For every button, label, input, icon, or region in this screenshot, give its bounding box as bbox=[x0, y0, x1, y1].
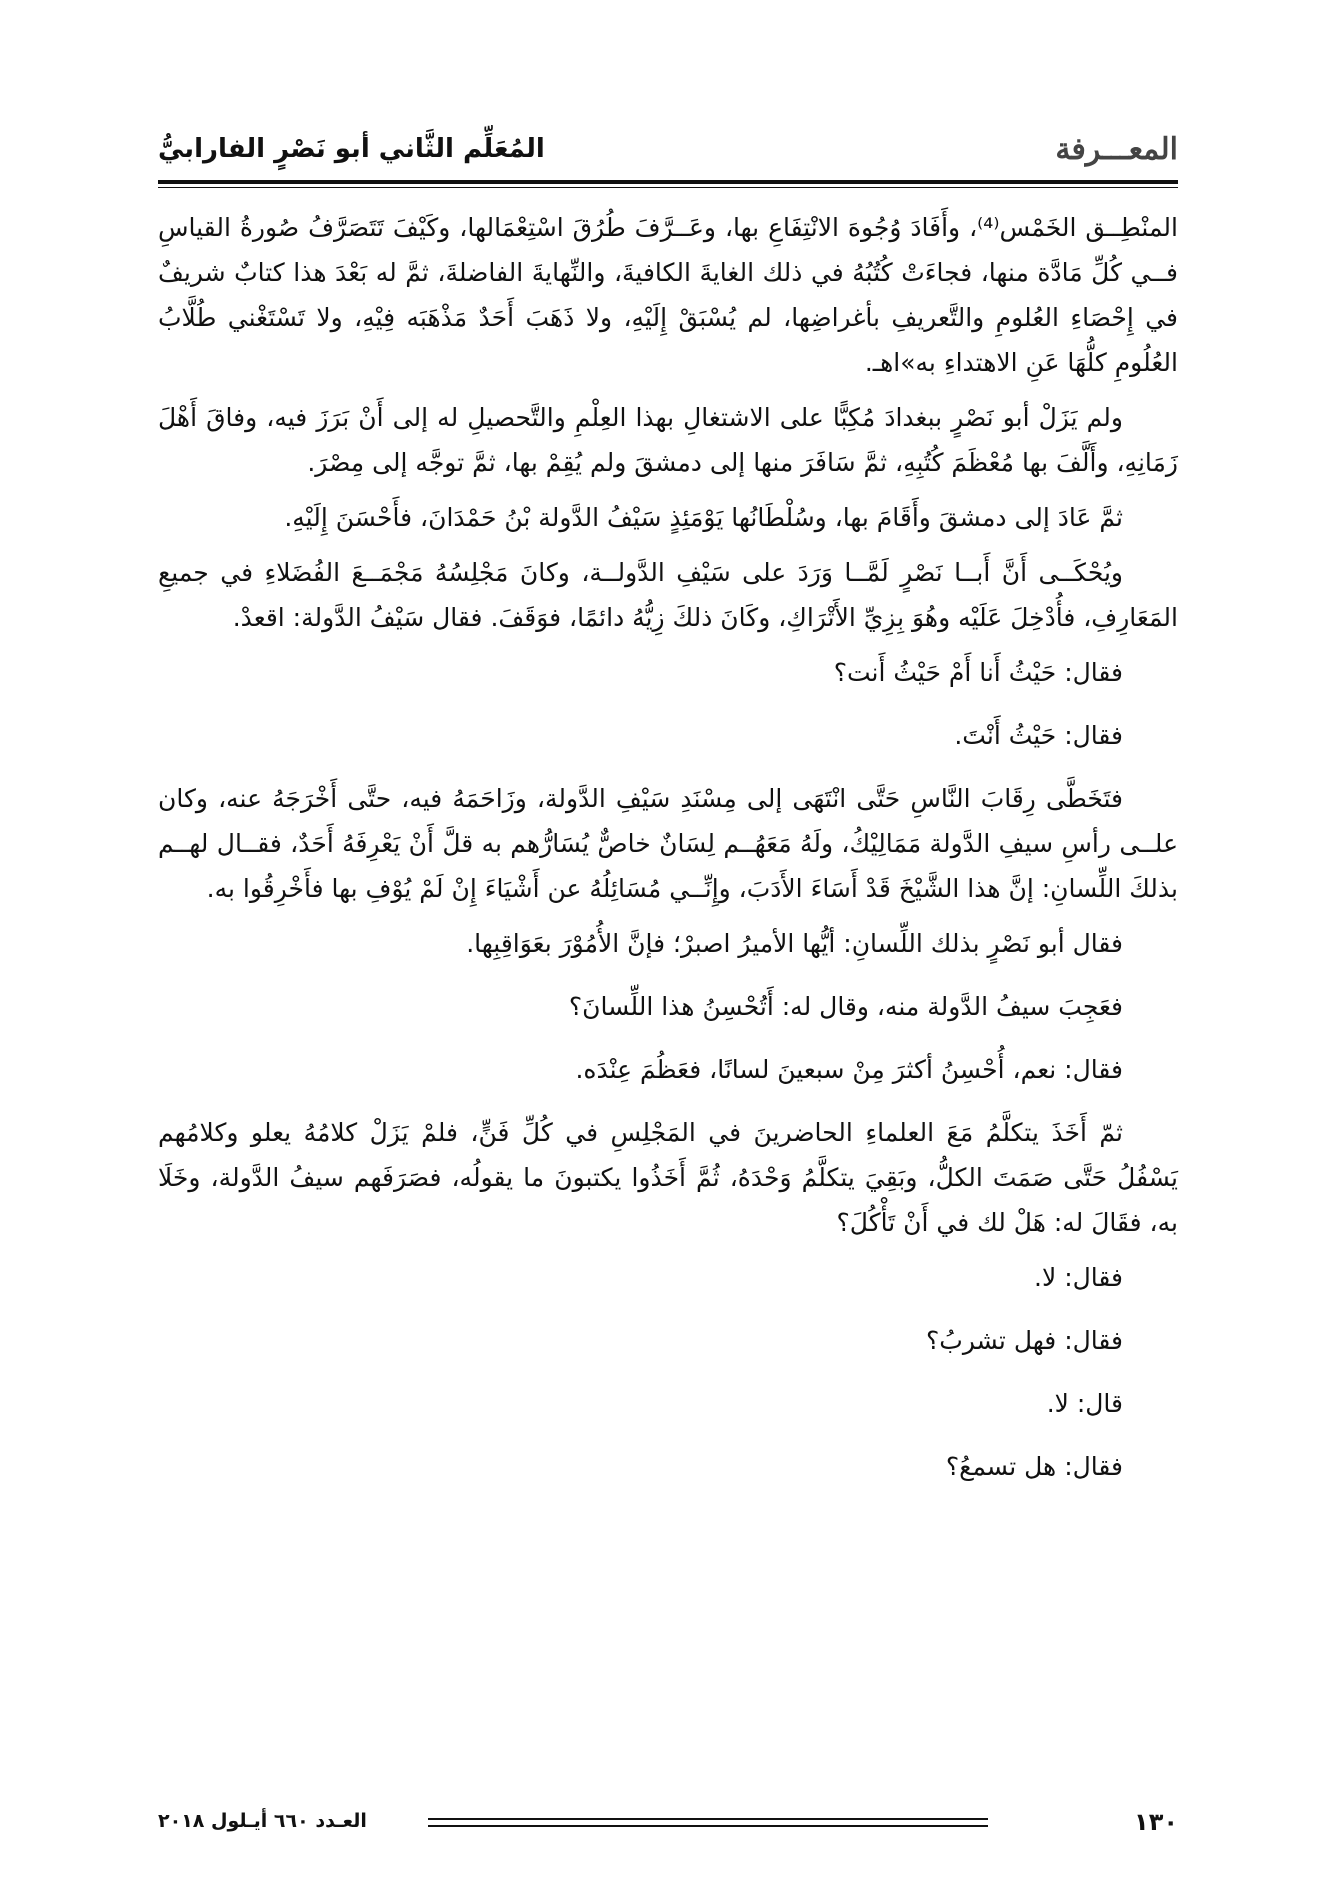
issue-info: العـدد ٦٦٠ أيـلول ٢٠١٨ bbox=[158, 1810, 367, 1832]
dialog-line: قال: لا. bbox=[1046, 1389, 1123, 1418]
dialog-line: فقال: نعم، أُحْسِنُ أكثرَ مِنْ سبعينَ لسانًا، فعَظُمَ عِنْدَه. bbox=[575, 1055, 1123, 1084]
paragraph: ويُحْكَــى أَنَّ أَبــا نَصْرٍ لَمَّــا وَرَدَ على سَيْفِ الدَّولــة، وكانَ مَجْلِسُهُ مَجْمَــعَ الفُضَلاءِ في جميعِ المَعَارِفِ، فأُدْخِلَ عَلَيْه وهُوَ بِزِيِّ الأَتْرَاكِ، وكَانَ ذلكَ زِيُّهُ دائمًا، فوَقَفَ. فقال سَيْفُ الدَّولة: اقعدْ. bbox=[158, 558, 1178, 632]
dialog-line: فقال: حَيْثُ أَنا أَمْ حَيْثُ أَنت؟ bbox=[833, 658, 1123, 687]
paragraph: ثمّ أَخَذَ يتكلَّمُ مَعَ العلماءِ الحاضرينَ في المَجْلِسِ في كُلِّ فَنٍّ، فلمْ يَزَلْ كلامُهُ يعلو وكلامُهم يَسْفُلُ حَتَّى صَمَتَ الكلُّ، وبَقِيَ يتكلَّمُ وَحْدَهُ، ثُمَّ أَخَذُوا يكتبونَ ما يقولُه، فصَرَفَهم سيفُ الدَّولة، وخَلَا به، فقَالَ له: هَلْ لك في أَنْ تَأْكُلَ؟ bbox=[158, 1118, 1178, 1237]
dialog-line: فقال: حَيْثُ أَنْتَ. bbox=[954, 721, 1123, 750]
running-header bbox=[158, 118, 1178, 178]
header-rule-thin bbox=[158, 187, 1178, 188]
journal-logo: المعـــرفة bbox=[1055, 132, 1178, 167]
article-body bbox=[158, 205, 1178, 1507]
paragraph: ولم يَزَلْ أبو نَصْرٍ ببغدادَ مُكِبًّا على الاشتغالِ بهذا العِلْمِ والتَّحصيلِ له إلى أَنْ بَرَزَ فيه، وفاقَ أَهْلَ زَمَانِهِ، وأَلَّفَ بها مُعْظَمَ كُتُبِهِ، ثمَّ سَافَرَ منها إلى دمشقَ ولم يُقِمْ بها، ثمَّ توجَّه إلى مِصْرَ. bbox=[158, 403, 1178, 477]
paragraph: ثمَّ عَادَ إلى دمشقَ وأَقَامَ بها، وسُلْطَانُها يَوْمَئِذٍ سَيْفُ الدَّولة بْنُ حَمْدَانَ، فأَحْسَنَ إِلَيْهِ. bbox=[284, 503, 1123, 532]
page-number: ١٣٠ bbox=[1134, 1808, 1178, 1836]
page-footer bbox=[158, 1808, 1178, 1848]
dialog-line: فقال: هل تسمعُ؟ bbox=[945, 1452, 1123, 1481]
header-rule bbox=[158, 180, 1178, 184]
dialog-line: فعَجِبَ سيفُ الدَّولة منه، وقال له: أَتُحْسِنُ هذا اللِّسانَ؟ bbox=[568, 992, 1123, 1021]
dialog-line: فقال: فهل تشربُ؟ bbox=[926, 1326, 1123, 1355]
dialog-line: فقال: لا. bbox=[1034, 1263, 1123, 1292]
paragraph: المنْطِــق الخَمْس⁽⁴⁾، وأَفَادَ وُجُوهَ الانْتِفَاعِ بها، وعَــرَّفَ طُرُقَ اسْتِعْمَالها، وكَيْفَ تَتَصَرَّفُ صُورةُ القياسِ فــي كُلِّ مَادَّة منها، فجاءَتْ كُتُبُهُ في ذلك الغايةَ الكافيةَ، والنِّهايةَ الفاضلةَ، ثمَّ له بَعْدَ هذا كتابٌ شريفٌ في إِحْصَاءِ العُلومِ والتَّعريفِ بأغراضِها، لم يُسْبَقْ إِلَيْهِ، ولا ذَهَبَ أَحَدٌ مَذْهَبَه فِيْهِ، ولا تَسْتَغْني طُلَّابُ العُلُومِ كلُّهَا عَنِ الاهتداءِ به»اهـ. bbox=[158, 213, 1178, 377]
footer-rule-line bbox=[428, 1825, 988, 1827]
footer-rule-line bbox=[428, 1818, 988, 1820]
article-title: المُعَلِّم الثَّاني أبو نَصْرٍ الفارابيُّ bbox=[158, 134, 545, 164]
paragraph: فتَخَطَّى رِقَابَ النَّاسِ حَتَّى انْتَهَى إلى مِسْنَدِ سَيْفِ الدَّولة، وزَاحَمَهُ فيه، حتَّى أَخْرَجَهُ عنه، وكان علــى رأسِ سيفِ الدَّولة مَمَالِيْكُ، ولَهُ مَعَهُــم لِسَانٌ خاصٌّ يُسَارُّهم به قلَّ أَنْ يَعْرِفَهُ أَحَدٌ، فقــال لهــم بذلكَ اللِّسانِ: إنَّ هذا الشَّيْخَ قَدْ أَسَاءَ الأَدَبَ، وإِنِّــي مُسَائِلُهُ عن أَشْيَاءَ إِنْ لَمْ يُوْفِ بها فأَخْرِقُوا به. bbox=[158, 784, 1178, 903]
dialog-line: فقال أبو نَصْرٍ بذلك اللِّسانِ: أيُّها الأميرُ اصبرْ؛ فإنَّ الأُمُوْرَ بعَوَاقِبِها. bbox=[466, 929, 1123, 958]
footer-rule bbox=[428, 1818, 988, 1832]
